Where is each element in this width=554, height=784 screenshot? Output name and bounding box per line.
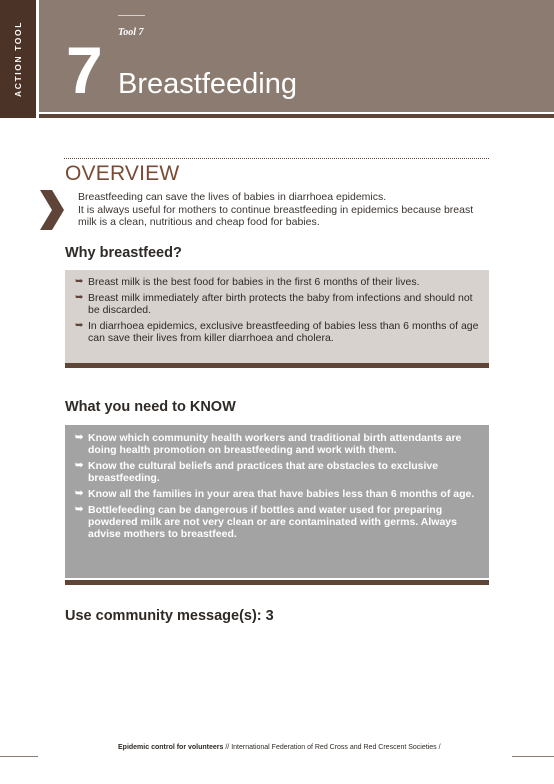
- list-item-text: Know which community health workers and traditional birth attendants are doing health promotion on breastfeeding and work with them.: [88, 432, 462, 456]
- why-breastfeed-box: [65, 270, 489, 363]
- community-message-heading: Use community message(s): 3: [65, 608, 274, 624]
- footer-title: Epidemic control for volunteers: [118, 744, 224, 751]
- arrow-right-icon: ➥: [75, 320, 84, 331]
- overview-paragraph: It is always useful for mothers to continue breastfeeding in epidemics because breast milk is a clean, nutritious and cheap food for babies.: [78, 204, 474, 228]
- what-to-know-heading: What you need to KNOW: [65, 399, 236, 415]
- list-item: [75, 460, 479, 484]
- list-item: [75, 488, 479, 500]
- footer: [118, 744, 441, 751]
- why-box-bottom-bar: [65, 363, 489, 368]
- tool-label: Tool 7: [118, 27, 144, 38]
- list-item-text: In diarrhoea epidemics, exclusive breastfeeding of babies less than 6 months of age can save their lives from killer diarrhoea and cholera.: [88, 320, 479, 344]
- why-breastfeed-list: [75, 276, 479, 344]
- list-item: [75, 320, 479, 344]
- what-to-know-box: [65, 425, 489, 578]
- arrow-right-icon: ➥: [75, 432, 84, 443]
- side-tab-label: ACTION TOOL: [13, 21, 23, 97]
- footer-rule-right: [512, 756, 554, 757]
- overview-body: [78, 191, 488, 229]
- arrow-right-icon: ➥: [75, 504, 84, 515]
- arrow-right-icon: ➥: [75, 460, 84, 471]
- tool-label-rule: [118, 15, 145, 16]
- arrow-right-icon: ➥: [75, 276, 84, 287]
- list-item: [75, 292, 479, 316]
- list-item-text: Breast milk is the best food for babies in the first 6 months of their lives.: [88, 276, 420, 288]
- chevron-right-icon: [40, 190, 64, 230]
- list-item: [75, 432, 479, 456]
- tool-number: 7: [66, 33, 103, 107]
- overview-heading: OVERVIEW: [65, 162, 180, 185]
- header-accent-bar: [39, 114, 554, 118]
- overview-dotted-rule: [64, 158, 489, 159]
- list-item-text: Know the cultural beliefs and practices that are obstacles to exclusive breastfeeding.: [88, 460, 439, 484]
- know-box-bottom-bar: [65, 580, 489, 585]
- arrow-right-icon: ➥: [75, 488, 84, 499]
- list-item: [75, 276, 479, 288]
- list-item-text: Breast milk immediately after birth protects the baby from infections and should not be discarded.: [88, 292, 473, 316]
- what-to-know-list: [75, 432, 479, 540]
- why-breastfeed-heading: Why breastfeed?: [65, 245, 182, 261]
- arrow-right-icon: ➥: [75, 292, 84, 303]
- page-title: Breastfeeding: [118, 68, 297, 100]
- footer-rule-left: [0, 756, 38, 757]
- list-item: [75, 504, 479, 540]
- footer-org: // International Federation of Red Cross and Red Crescent Societies /: [223, 744, 441, 751]
- side-tab: [0, 0, 36, 118]
- list-item-text: Bottlefeeding can be dangerous if bottles and water used for preparing powdered milk are not very clean or are contaminated with germs. Always advise mothers to breastfeed.: [88, 504, 457, 540]
- list-item-text: Know all the families in your area that have babies less than 6 months of age.: [88, 488, 475, 500]
- overview-paragraph: Breastfeeding can save the lives of babies in diarrhoea epidemics.: [78, 191, 387, 203]
